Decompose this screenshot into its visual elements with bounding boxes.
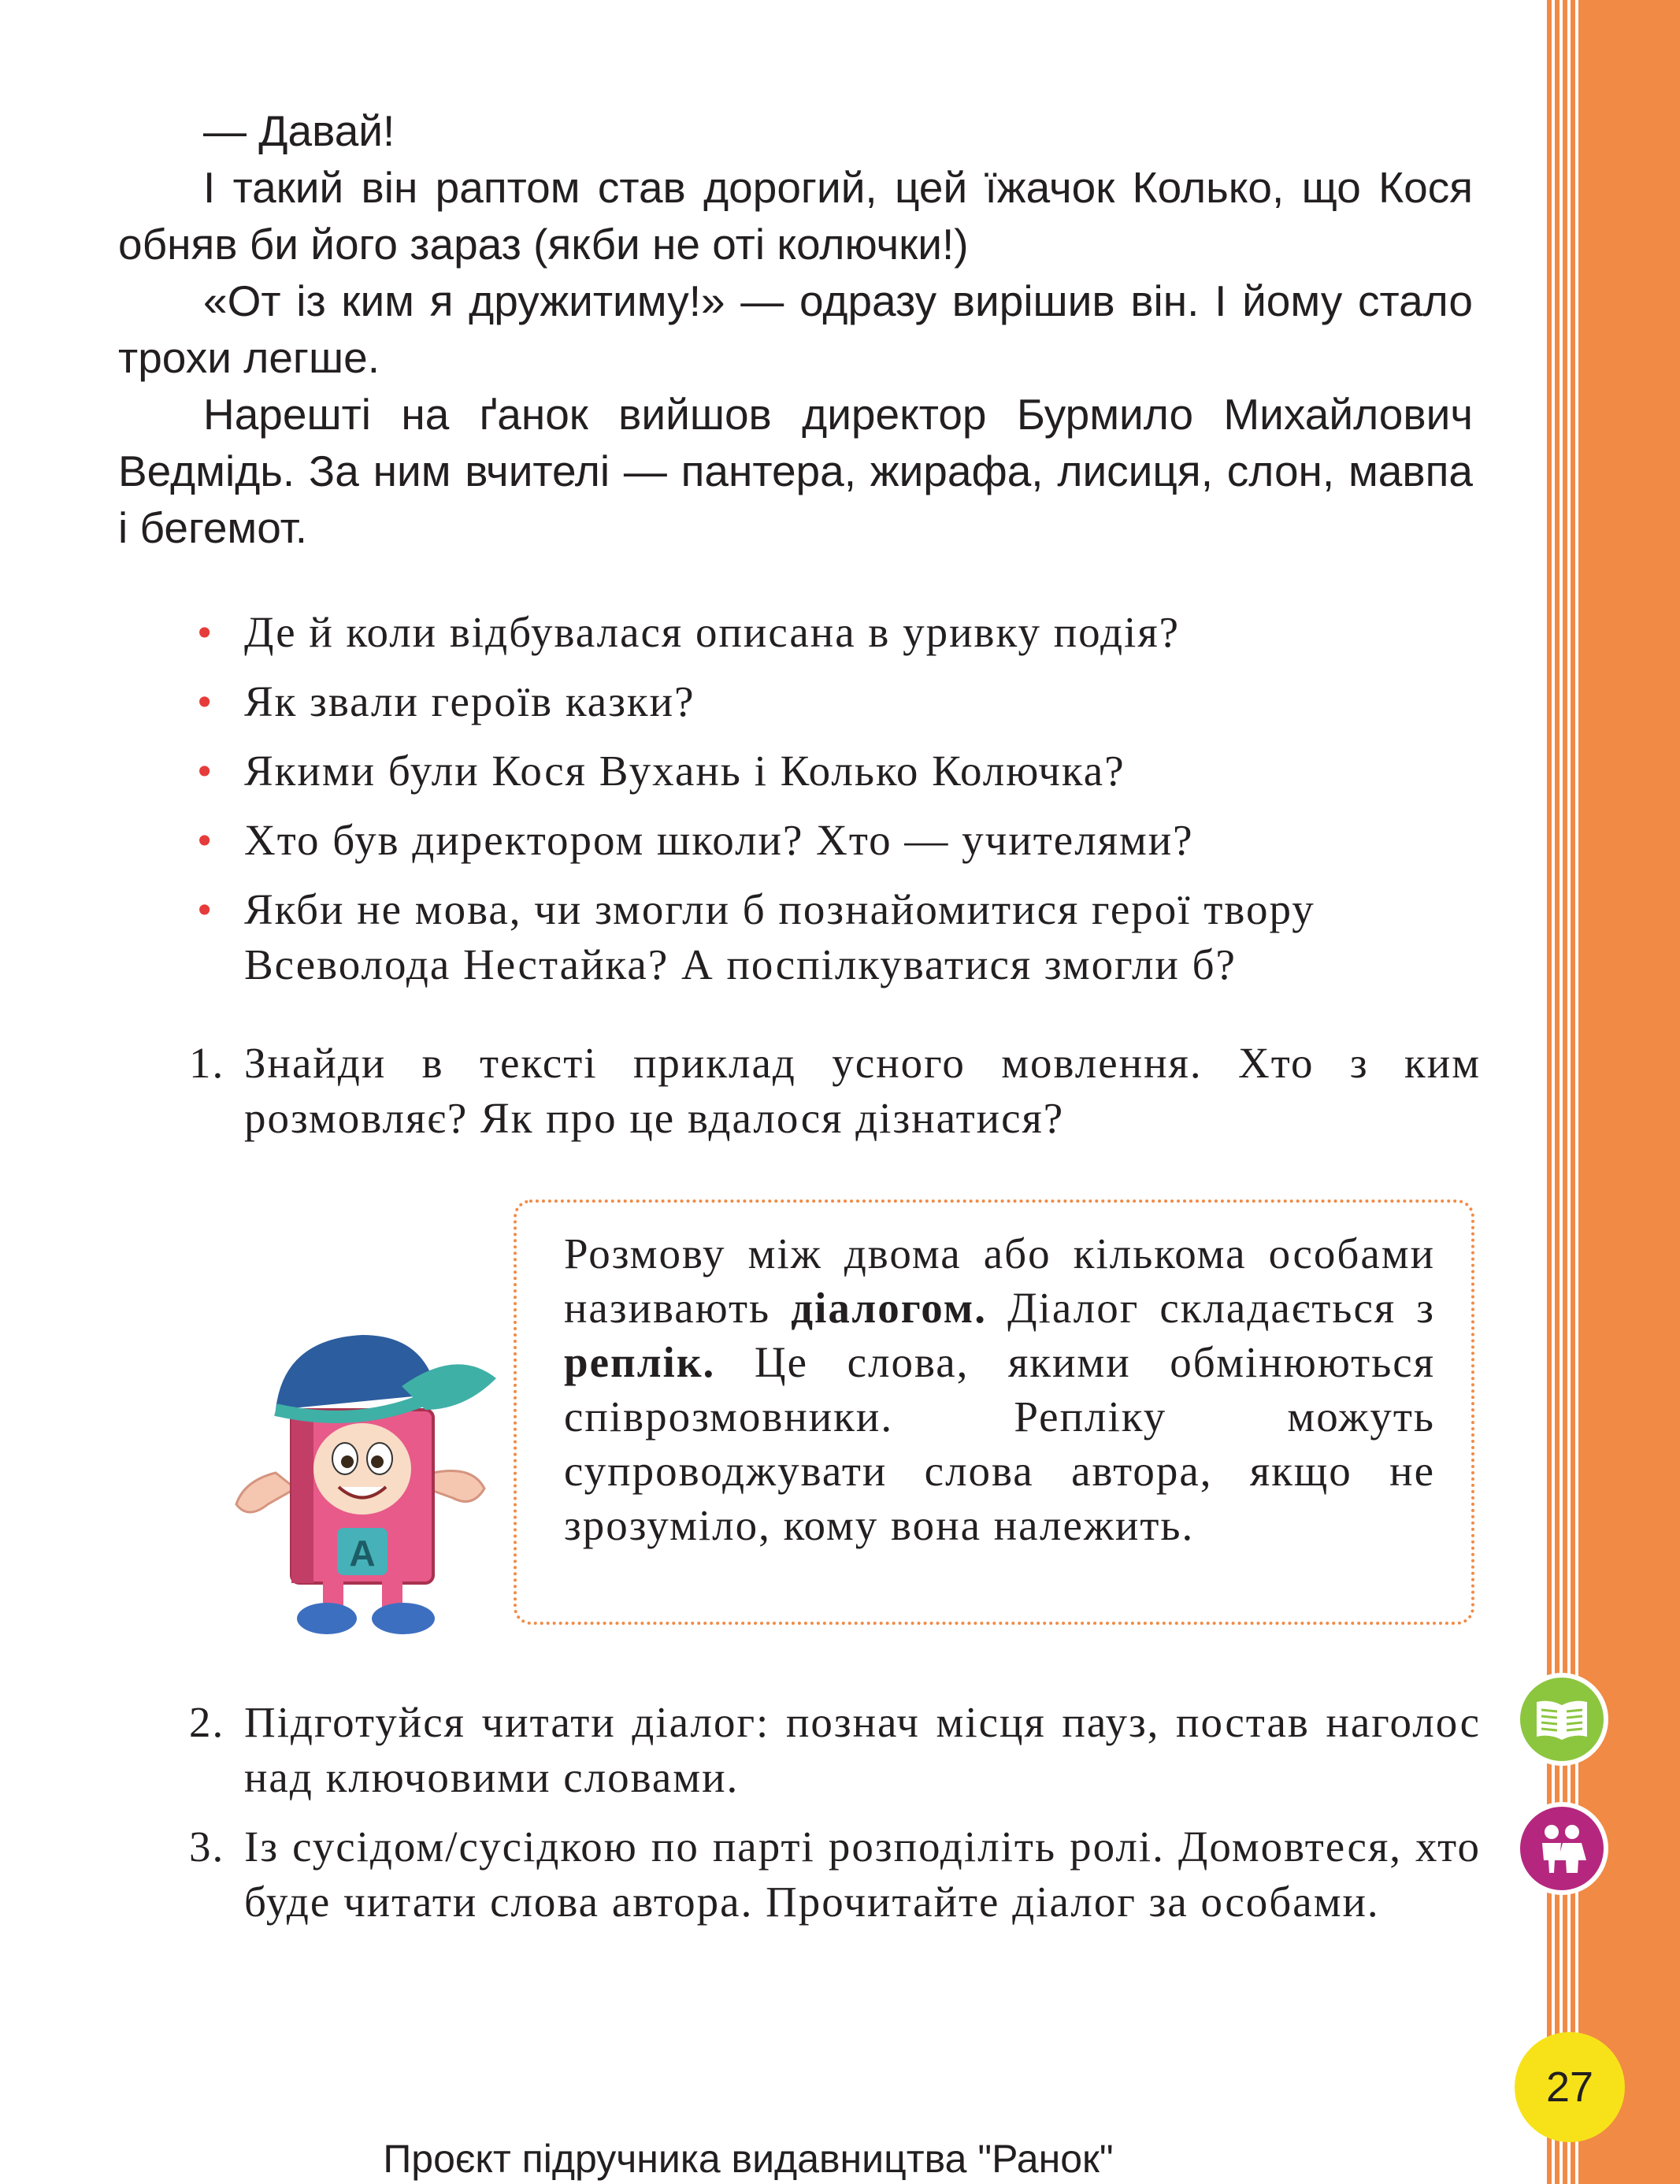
open-book-icon <box>1515 1673 1608 1766</box>
question-item <box>197 674 1473 729</box>
term-replica: реплік. <box>564 1338 716 1386</box>
question-text: Якими були Кося Вухань і Колько Колючка? <box>244 747 1126 795</box>
story-paragraph: Нарешті на ґанок вийшов директор Бурмило Михайлович Ведмідь. За ним вчителі — пантера, жирафа, лисиця, слон, мавпа і бегемот. <box>118 390 1473 552</box>
task-text: Із сусідом/сусідкою по парті розподіліть ролі. Домовтеся, хто буде читати слова автора. Прочитайте діалог за особами. <box>244 1822 1481 1926</box>
question-item <box>197 743 1473 799</box>
letter-mascot-illustration <box>221 1292 536 1638</box>
task-number: 3. <box>189 1822 225 1871</box>
story-paragraph: І такий він раптом став дорогий, цей їжачок Колько, що Кося обняв би його зараз (якби не оті колючки!) <box>118 163 1473 269</box>
question-list <box>197 605 1473 1007</box>
bullet-icon: • <box>197 747 214 795</box>
two-children-icon <box>1515 1802 1608 1895</box>
task-2 <box>189 1695 1481 1805</box>
term-dialogue: діалогом. <box>791 1284 987 1332</box>
bullet-icon: • <box>197 677 214 725</box>
question-text: Де й коли відбувалася описана в уривку подія? <box>244 608 1181 656</box>
bullet-icon: • <box>197 608 214 656</box>
question-item <box>197 605 1473 660</box>
page-number: 27 <box>1515 2032 1625 2142</box>
question-item <box>197 882 1473 992</box>
definition-text: Розмову між двома або кількома особами називають <box>564 1229 1435 1332</box>
definition-box <box>514 1200 1474 1625</box>
question-text: Як звали героїв казки? <box>244 677 695 725</box>
definition-text: Це слова, якими обмінюються співрозмовники. Репліку можуть супроводжувати слова автора, якщо не зрозуміло, кому вона належить. <box>564 1338 1435 1549</box>
question-text: Хто був директором школи? Хто — учителями? <box>244 816 1194 864</box>
story-paragraph: — Давай! <box>203 106 395 155</box>
task-number: 1. <box>189 1039 225 1087</box>
task-number: 2. <box>189 1698 225 1746</box>
task-text: Підготуйся читати діалог: познач місця пауз, постав наголос над ключовими словами. <box>244 1698 1481 1801</box>
footer-text: Проєкт підручника видавництва "Ранок" <box>383 2137 1114 2181</box>
bullet-icon: • <box>197 816 214 864</box>
question-item <box>197 813 1473 868</box>
bullet-icon: • <box>197 885 214 933</box>
task-text: Знайди в тексті приклад усного мовлення. Хто з ким розмовляє? Як про це вдалося дізнатися? <box>244 1039 1481 1142</box>
task-3 <box>189 1819 1481 1930</box>
definition-text: Діалог складається з <box>986 1284 1435 1332</box>
story-text <box>118 102 1473 556</box>
question-text: Якби не мова, чи змогли б познайомитися герої твору Всеволода Нестайка? А поспілкуватися змогли б? <box>244 885 1315 988</box>
mascot-letter: А <box>349 1533 376 1574</box>
task-1 <box>189 1036 1481 1146</box>
story-paragraph: «От із ким я дружитиму!» — одразу вирішив він. І йому стало трохи легше. <box>118 276 1473 382</box>
